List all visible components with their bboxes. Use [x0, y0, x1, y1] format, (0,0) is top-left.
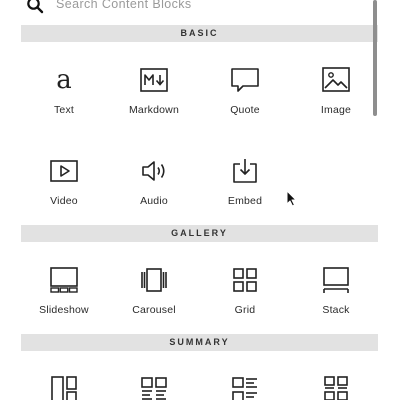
carousel-icon: [138, 264, 170, 296]
stack-icon: [320, 264, 352, 296]
image-icon: [320, 64, 352, 96]
block-video[interactable]: [24, 155, 104, 225]
section-header-basic: BASIC: [21, 25, 378, 42]
block-summary-list[interactable]: [205, 374, 285, 400]
block-label: Stack: [322, 304, 350, 316]
block-label: Quote: [230, 104, 260, 116]
block-label: Markdown: [128, 104, 180, 116]
search-icon[interactable]: [26, 0, 44, 14]
summary-grid-icon: [320, 374, 352, 400]
block-label: Image: [320, 104, 352, 116]
block-quote[interactable]: [205, 64, 285, 134]
video-icon: [48, 155, 80, 187]
svg-text:a: a: [56, 65, 72, 95]
embed-icon: [229, 155, 261, 187]
block-markdown[interactable]: [114, 64, 194, 134]
markdown-icon: [138, 64, 170, 96]
audio-icon: [138, 155, 170, 187]
grid-icon: [229, 264, 261, 296]
block-label: Slideshow: [39, 304, 89, 316]
section-header-gallery: GALLERY: [21, 225, 378, 242]
quote-icon: [229, 64, 261, 96]
block-summary-carousel[interactable]: [114, 374, 194, 400]
block-label: Embed: [227, 195, 263, 207]
summary-list-icon: [229, 374, 261, 400]
block-grid[interactable]: [205, 264, 285, 334]
block-label: Audio: [140, 195, 168, 207]
section-header-summary: SUMMARY: [21, 334, 378, 351]
block-carousel[interactable]: [114, 264, 194, 334]
text-icon: [48, 64, 80, 96]
block-summary-grid[interactable]: [296, 374, 376, 400]
summary-carousel-icon: [138, 374, 170, 400]
search-bar: [0, 0, 372, 16]
block-slideshow[interactable]: [24, 264, 104, 334]
scrollbar-thumb[interactable]: [373, 0, 377, 116]
slideshow-icon: [48, 264, 80, 296]
block-label: Text: [53, 104, 75, 116]
block-embed[interactable]: [205, 155, 285, 225]
block-summary-wall[interactable]: [24, 374, 104, 400]
block-label: Video: [50, 195, 78, 207]
search-input[interactable]: [56, 0, 356, 16]
block-audio[interactable]: [114, 155, 194, 225]
mouse-cursor-icon: [286, 190, 297, 207]
block-image[interactable]: [296, 64, 376, 134]
block-text[interactable]: [24, 64, 104, 134]
block-label: Carousel: [132, 304, 176, 316]
scrollbar[interactable]: [371, 0, 379, 400]
summary-wall-icon: [48, 374, 80, 400]
block-stack[interactable]: [296, 264, 376, 334]
block-label: Grid: [234, 304, 256, 316]
